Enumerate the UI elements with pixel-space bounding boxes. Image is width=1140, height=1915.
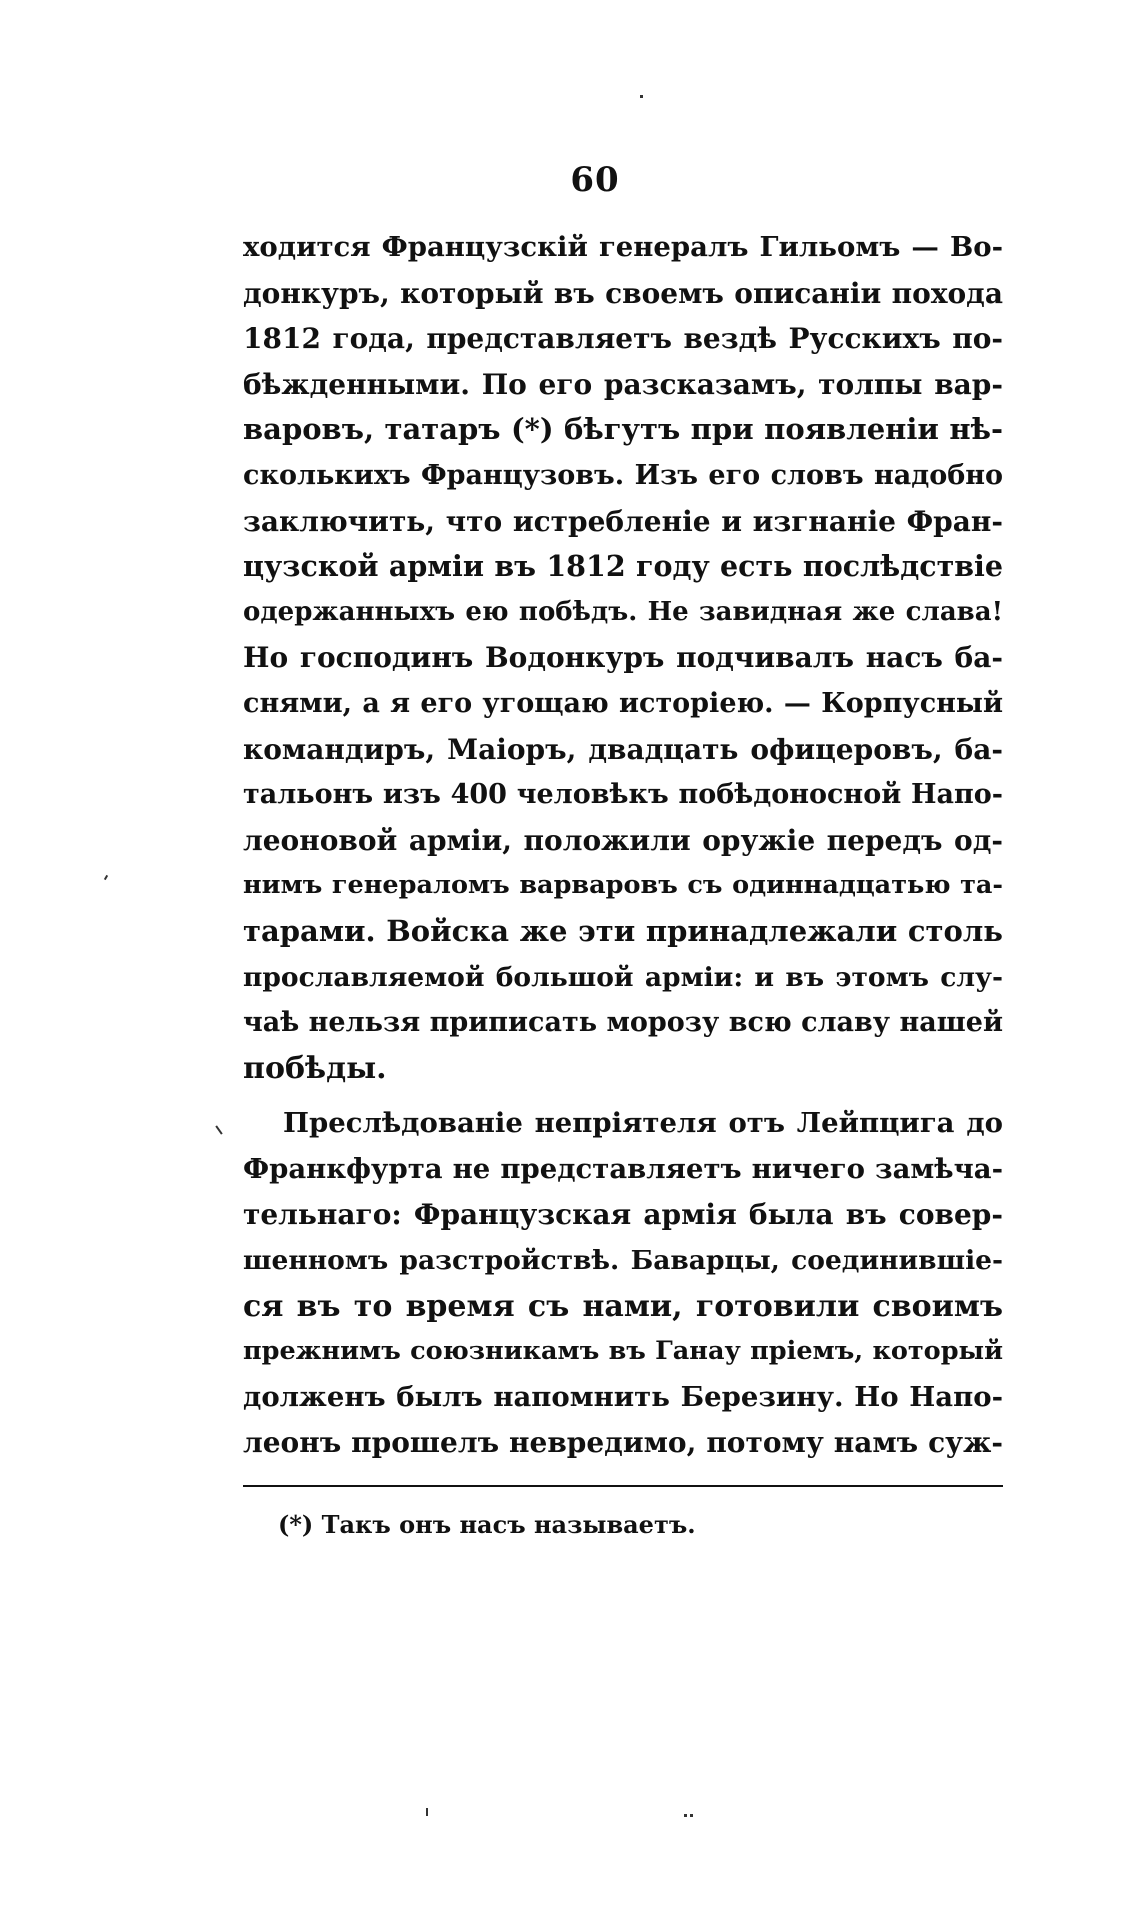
- footnote: (*) Такъ онъ насъ называетъ.: [278, 1510, 696, 1539]
- text-line: снями, а я его угощаю исторіею. — Корпусный: [243, 687, 1003, 719]
- text-line: шенномъ разстройствѣ. Баварцы, соединившіе-: [243, 1245, 1003, 1277]
- paragraph-gap: [243, 1091, 1003, 1101]
- scan-speck: [426, 1808, 428, 1816]
- text-line: донкуръ, который въ своемъ описаніи похода: [243, 276, 1003, 310]
- text-line: тельнаго: Французская армія была въ совер-: [243, 1198, 1003, 1232]
- scan-speck: [690, 1814, 693, 1817]
- text-line: Франкфурта не представляетъ ничего замѣча-: [243, 1152, 1003, 1185]
- text-line: Но господинъ Водонкуръ подчивалъ насъ ба-: [243, 641, 1003, 675]
- text-line: командиръ, Маіоръ, двадцать офицеровъ, ба-: [243, 732, 1003, 766]
- text-line: долженъ былъ напомнить Березину. Но Напо-: [243, 1380, 1003, 1413]
- text-line: тарами. Войска же эти принадлежали столь: [243, 913, 1003, 948]
- text-line: прежнимъ союзникамъ въ Ганау пріемъ, который: [243, 1336, 1003, 1367]
- page-number: 60: [570, 160, 620, 200]
- text-line: чаѣ нельзя приписать морозу всю славу нашей: [243, 1007, 1003, 1039]
- text-line: сколькихъ Французовъ. Изъ его словъ надобно: [243, 459, 1003, 491]
- text-line: бѣжденными. По его разсказамъ, толпы вар-: [243, 367, 1003, 401]
- text-line: ходитcя Французскій генералъ Гильомъ — Во-: [243, 231, 1003, 263]
- text-line: одержанныхъ ею побѣдъ. Не завидная же слава!: [243, 596, 1003, 627]
- text-line: побѣды.: [243, 1050, 387, 1086]
- text-line: цузской арміи въ 1812 году есть послѣдствіе: [243, 549, 1003, 584]
- text-line: леоновой арміи, положили оружіе передъ од-: [243, 823, 1003, 857]
- text-line: заключить, что истребленіе и изгнаніе Фран-: [243, 504, 1003, 538]
- text-line: ся въ то время съ нами, готовили своимъ: [243, 1288, 1003, 1324]
- text-line: нимъ генераломъ варваровъ съ одиннадцатью та-: [243, 870, 1003, 901]
- text-line: 1812 года, представляетъ вездѣ Русскихъ по-: [243, 322, 1003, 356]
- text-line: тальонъ изъ 400 человѣкъ побѣдоносной Напо-: [243, 779, 1003, 811]
- main-text: [243, 225, 1003, 1466]
- scan-speck: [215, 1125, 222, 1134]
- text-line: прославляемой большой арміи: и въ этомъ слу-: [243, 961, 1003, 993]
- text-line: варовъ, татаръ (*) бѣгутъ при появленіи нѣ-: [243, 412, 1003, 447]
- text-line: леонъ прошелъ невредимо, потому намъ суж-: [243, 1426, 1003, 1460]
- scan-speck: [640, 95, 643, 98]
- scan-speck: [684, 1814, 687, 1817]
- footnote-rule: [243, 1485, 1003, 1487]
- text-line: Преслѣдованіе непріятеля отъ Лейпцига до: [283, 1107, 1003, 1140]
- scan-speck: [104, 875, 108, 880]
